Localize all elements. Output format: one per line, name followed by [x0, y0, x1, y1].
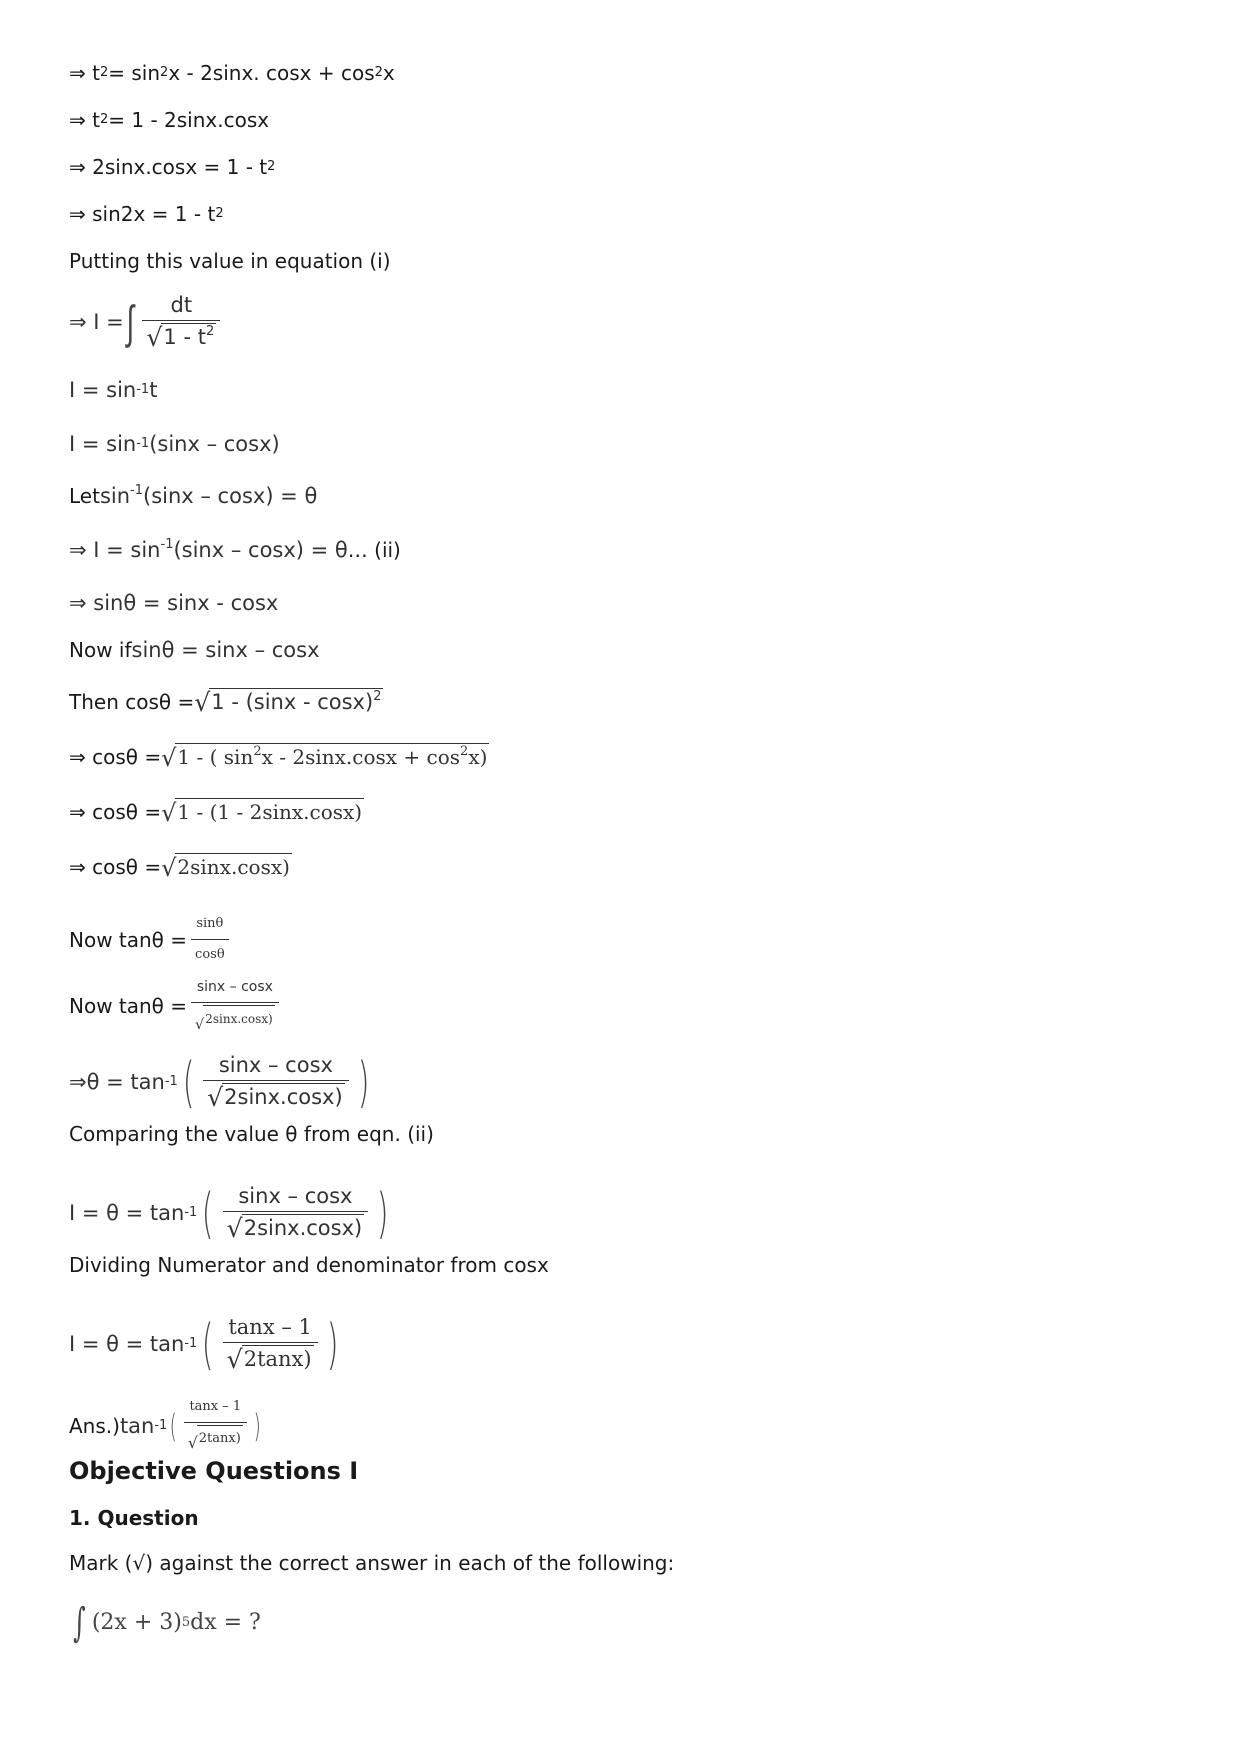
- fraction: [142, 292, 220, 352]
- putting-text: Putting this value in equation (i): [69, 249, 391, 273]
- comparing-text: Comparing the value θ from eqn. (ii): [69, 1122, 434, 1146]
- square-root: [161, 798, 364, 825]
- text: (sinx – cosx) = θ: [173, 538, 348, 562]
- left-paren: (: [202, 1311, 214, 1376]
- text: Let: [69, 484, 100, 508]
- section-heading: Objective Questions I: [69, 1457, 359, 1485]
- text: ⇒θ = tan: [69, 1069, 165, 1094]
- denominator: [191, 1002, 279, 1038]
- denominator: [223, 1211, 369, 1243]
- question-integral: ∫ (2x + 3) 5 dx = ?: [73, 1600, 261, 1646]
- text: I = θ = tan: [69, 1200, 185, 1225]
- text: sin: [99, 484, 131, 508]
- math: sinθ = sinx – cosx: [131, 638, 320, 662]
- then-cos-line: [69, 688, 383, 715]
- integral-sign-icon: ∫: [73, 1600, 86, 1646]
- text: x - 2sinx.cosx + cos: [261, 745, 461, 769]
- text: I = θ = tan: [69, 1331, 185, 1356]
- i-theta-arctan-tanx: I = θ = tan -1 ( tanx – 1 √ 2tanx) ): [69, 1311, 339, 1376]
- radicand: 1 - t: [163, 325, 206, 349]
- text: ⇒ I =: [69, 309, 124, 334]
- sqrt-icon: √: [161, 799, 177, 827]
- radicand: 2sinx.cosx): [177, 855, 290, 879]
- right-paren: ): [357, 1049, 370, 1114]
- step-2sinxcosx: ⇒ 2sinx.cosx = 1 - t 2: [69, 155, 276, 179]
- text: ⇒ I = sin: [69, 538, 161, 562]
- text: dx = ?: [190, 1610, 261, 1635]
- text: ⇒ t: [69, 61, 100, 85]
- left-paren: (: [182, 1049, 195, 1114]
- radicand: 2tanx): [243, 1347, 312, 1371]
- square-root: [194, 688, 383, 715]
- exponent: 2: [373, 689, 382, 704]
- text: x - 2sinx. cosx + cos: [168, 61, 375, 85]
- cos-step-3: [69, 853, 292, 880]
- text: ⇒ 2sinx.cosx = 1 - t: [69, 155, 268, 179]
- right-paren: ): [326, 1311, 339, 1376]
- text: Now tanθ =: [69, 927, 188, 952]
- cos-step-1: [69, 743, 489, 770]
- sqrt-icon: √: [194, 687, 211, 717]
- numerator: tanx – 1: [189, 1399, 242, 1414]
- i-theta-arctan: I = θ = tan -1 ( sinx – cosx √ 2sinx.cosx) ): [69, 1180, 389, 1245]
- instruction-text: Mark (√) against the correct answer in each of the following:: [69, 1551, 675, 1575]
- text: Ans.): [69, 1414, 120, 1439]
- radicand: 1 - (sinx - cosx): [211, 690, 374, 714]
- exponent: 2: [205, 324, 215, 339]
- dividing-text: Dividing Numerator and denominator from cosx: [69, 1253, 549, 1277]
- text: Now tanθ =: [69, 993, 188, 1018]
- cos-step-2: [69, 798, 364, 825]
- text: = sin: [108, 61, 161, 85]
- exponent: -1: [160, 537, 174, 552]
- text: I = sin: [69, 378, 137, 402]
- text: I = sin: [69, 432, 137, 456]
- sqrt-icon: √: [187, 1434, 198, 1453]
- text: Then cosθ =: [69, 689, 195, 714]
- integral-sign-icon: ∫: [126, 294, 134, 349]
- numerator: sinθ: [196, 916, 224, 931]
- denominator: cosθ: [191, 939, 229, 968]
- sqrt-icon: √: [207, 1082, 224, 1112]
- equation-label: … (ii): [347, 538, 401, 562]
- answer-line: Ans.) tan -1 ( tanx – 1 √ 2tanx) ): [69, 1394, 263, 1458]
- left-paren: (: [170, 1407, 178, 1446]
- denominator: [142, 320, 220, 352]
- radicand: 2sinx.cosx): [243, 1216, 363, 1240]
- integral-dt-expression: [69, 292, 224, 352]
- i-equals-arcsin-expression: I = sin -1 (sinx – cosx): [69, 432, 280, 456]
- i-equals-arcsin-t: I = sin -1 t: [69, 378, 158, 402]
- square-root: [161, 853, 292, 880]
- exponent: 2: [253, 744, 262, 759]
- fraction: [223, 1183, 369, 1243]
- sqrt-icon: √: [226, 1344, 243, 1374]
- square-root: [161, 743, 489, 770]
- text: tan: [119, 1414, 155, 1439]
- sqrt-icon: √: [161, 854, 177, 882]
- equation-ii: [69, 537, 401, 563]
- fraction: [191, 911, 229, 968]
- sin-theta-line: ⇒ sinθ = sinx - cosx: [69, 591, 279, 615]
- text: ⇒ cosθ =: [69, 744, 162, 769]
- text: ⇒ sin2x = 1 - t: [69, 202, 216, 226]
- text: Now if: [69, 638, 132, 662]
- radicand: 2sinx.cosx): [203, 1005, 275, 1032]
- denominator: [203, 1080, 349, 1112]
- question-heading: 1. Question: [69, 1506, 199, 1530]
- sqrt-icon: √: [226, 1213, 243, 1243]
- text: t: [149, 378, 158, 402]
- left-paren: (: [202, 1180, 214, 1245]
- fraction: [191, 974, 279, 1038]
- step-sin2x: ⇒ sin2x = 1 - t 2: [69, 202, 224, 226]
- text: ⇒ t: [69, 108, 100, 132]
- text: (2x + 3): [91, 1610, 182, 1635]
- numerator: sinx – cosx: [238, 1184, 353, 1208]
- fraction: [223, 1314, 318, 1374]
- tan-definition: [69, 911, 233, 968]
- numerator: sinx – cosx: [218, 1053, 333, 1077]
- radicand: 2tanx): [197, 1425, 243, 1452]
- text: = 1 - 2sinx.cosx: [108, 108, 270, 132]
- step-t-squared-expanded: ⇒ t 2 = sin 2 x - 2sinx. cosx + cos 2 x: [69, 61, 395, 85]
- text: x): [468, 745, 488, 769]
- now-if-line: [69, 637, 320, 663]
- theta-arctan: ⇒θ = tan -1 ( sinx – cosx √ 2sinx.cosx) ): [69, 1049, 370, 1114]
- fraction: [203, 1052, 349, 1112]
- denominator: [184, 1422, 247, 1458]
- right-paren: ): [253, 1407, 261, 1446]
- right-paren: ): [377, 1180, 389, 1245]
- tan-substituted: [69, 974, 283, 1038]
- sqrt-icon: √: [195, 1016, 205, 1033]
- let-theta-line: [69, 483, 317, 509]
- exponent: -1: [130, 483, 143, 498]
- text: (sinx – cosx): [149, 432, 280, 456]
- exponent: 2: [460, 744, 469, 759]
- sqrt-icon: √: [146, 322, 163, 352]
- step-t-squared-simplified: ⇒ t 2 = 1 - 2sinx.cosx: [69, 108, 270, 132]
- radicand: 1 - (1 - 2sinx.cosx): [177, 800, 363, 824]
- text: x: [382, 61, 395, 85]
- sqrt-icon: √: [161, 744, 177, 772]
- text: ⇒ cosθ =: [69, 799, 162, 824]
- numerator: sinx – cosx: [196, 979, 273, 995]
- text: ⇒ cosθ =: [69, 854, 162, 879]
- numerator: tanx – 1: [228, 1315, 312, 1339]
- numerator: dt: [170, 293, 193, 317]
- text: (sinx – cosx) = θ: [143, 484, 318, 508]
- text: 1 - ( sin: [177, 745, 254, 769]
- fraction: [184, 1394, 247, 1458]
- denominator: [223, 1342, 318, 1374]
- radicand: 2sinx.cosx): [224, 1085, 343, 1109]
